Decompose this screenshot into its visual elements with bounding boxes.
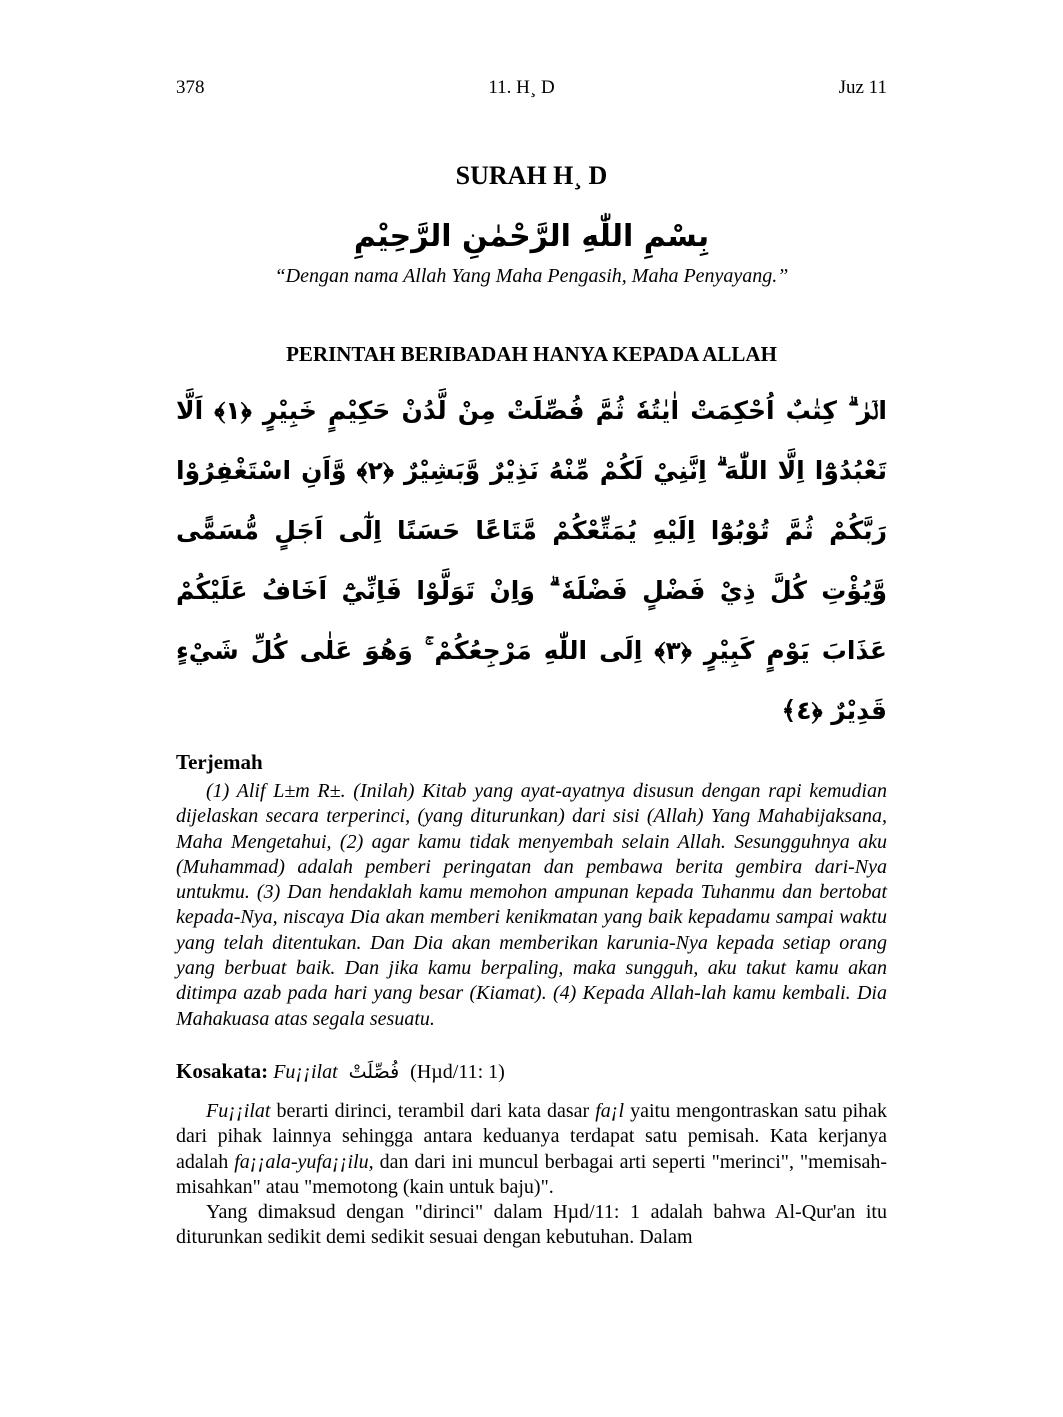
paragraph: Yang dimaksud dengan "dirinci" dalam Hµd/11: 1 adalah bahwa Al-Qur'an itu diturunkan sedikit demi sedikit sesuai dengan kebutuhan. Dalam	[176, 1201, 887, 1249]
basmala-translation: “Dengan nama Allah Yang Maha Pengasih, Maha Penyayang.”	[274, 265, 789, 287]
running-header	[176, 76, 887, 100]
term: fa¡l	[595, 1099, 625, 1122]
juz-label: Juz 11	[838, 77, 887, 98]
page	[176, 0, 887, 1291]
terjemah-heading: Terjemah	[176, 750, 263, 774]
kosakata-ref: (Hµd/11: 1)	[410, 1060, 505, 1083]
surah-title: SURAH H¸ D	[455, 161, 608, 190]
basmala-arabic: بِسْمِ اللّٰهِ الرَّحْمٰنِ الرَّحِيْمِ	[353, 219, 710, 254]
kosakata-body	[176, 1099, 887, 1251]
text: yaitu mengontraskan satu pihak dari pihak lainnya sehingga antara keduanya terdapat satu pemisah. Kata kerjanya adalah	[176, 1099, 887, 1173]
chapter-title: 11. H¸ D	[488, 77, 555, 98]
term: Fu¡¡ilat	[206, 1099, 271, 1122]
terjemah-text: (1) Alif L±m R±. (Inilah) Kitab yang ayat-ayatnya disusun dengan rapi kemudian dijelaskan secara terperinci, (yang diturunkan) dari sisi (Allah) Yang Mahabijaksana, Maha Mengetahui, (2) agar kamu tidak menyembah selain Allah. Sesungguhnya aku (Muhammad) adalah pemberi peringatan dan pembawa berita gembira dari-Nya untukmu. (3) Dan hendaklah kamu memohon ampunan kepada Tuhanmu dan bertobat kepada-Nya, niscaya Dia akan memberi kenikmatan yang baik kepadamu sampai waktu yang telah ditentukan. Dan Dia akan memberikan karunia-Nya kepada setiap orang yang berbuat baik. Dan jika kamu berpaling, maka sungguh, aku takut kamu akan ditimpa azab pada hari yang besar (Kiamat). (4) Kepada Allah-lah kamu kembali. Dia Mahakuasa atas segala sesuatu.	[176, 780, 887, 1030]
arabic-verses: الۤرٰ ۗ كِتٰبٌ اُحْكِمَتْ اٰيٰتُهٗ ثُمَّ فُصِّلَتْ مِنْ لَّدُنْ حَكِيْمٍ خَبِيْرٍ ﴿١﴾ اَلَّا تَعْبُدُوْٓا اِلَّا اللّٰهَ ۗ اِنَّنِيْ لَكُمْ مِّنْهُ نَذِيْرٌ وَّبَشِيْرٌ ﴿٢﴾ وَّاَنِ اسْتَغْفِرُوْا رَبَّكُمْ ثُمَّ تُوْبُوْٓا اِلَيْهِ يُمَتِّعْكُمْ مَّتَاعًا حَسَنًا اِلٰٓى اَجَلٍ مُّسَمًّى وَّيُؤْتِ كُلَّ ذِيْ فَضْلٍ فَضْلَهٗ ۗ وَاِنْ تَوَلَّوْا فَاِنِّيْٓ اَخَافُ عَلَيْكُمْ عَذَابَ يَوْمٍ كَبِيْرٍ ﴿٣﴾ اِلَى اللّٰهِ مَرْجِعُكُمْ ۚ وَهُوَ عَلٰى كُلِّ شَيْءٍ قَدِيْرٌ ﴿٤﴾	[176, 396, 888, 725]
text: dan dari ini muncul berbagai arti seperti "merinci", "memisah-misahkan" atau "memotong (kain untuk baju)".	[176, 1150, 888, 1198]
kosakata-term: Fu¡¡ilat	[273, 1060, 338, 1083]
section-title: PERINTAH BERIBADAH HANYA KEPADA ALLAH	[286, 342, 777, 366]
paragraph	[176, 1099, 887, 1200]
kosakata-label: Kosakata:	[176, 1058, 269, 1083]
kosakata-arabic: فُصِّلَتْ	[348, 1060, 400, 1083]
text: berarti dirinci, terambil dari kata dasar	[270, 1099, 596, 1122]
page-number: 378	[176, 77, 205, 98]
term: fa¡¡ala-yufa¡¡ilu,	[234, 1150, 374, 1173]
kosakata-heading	[176, 1056, 887, 1087]
